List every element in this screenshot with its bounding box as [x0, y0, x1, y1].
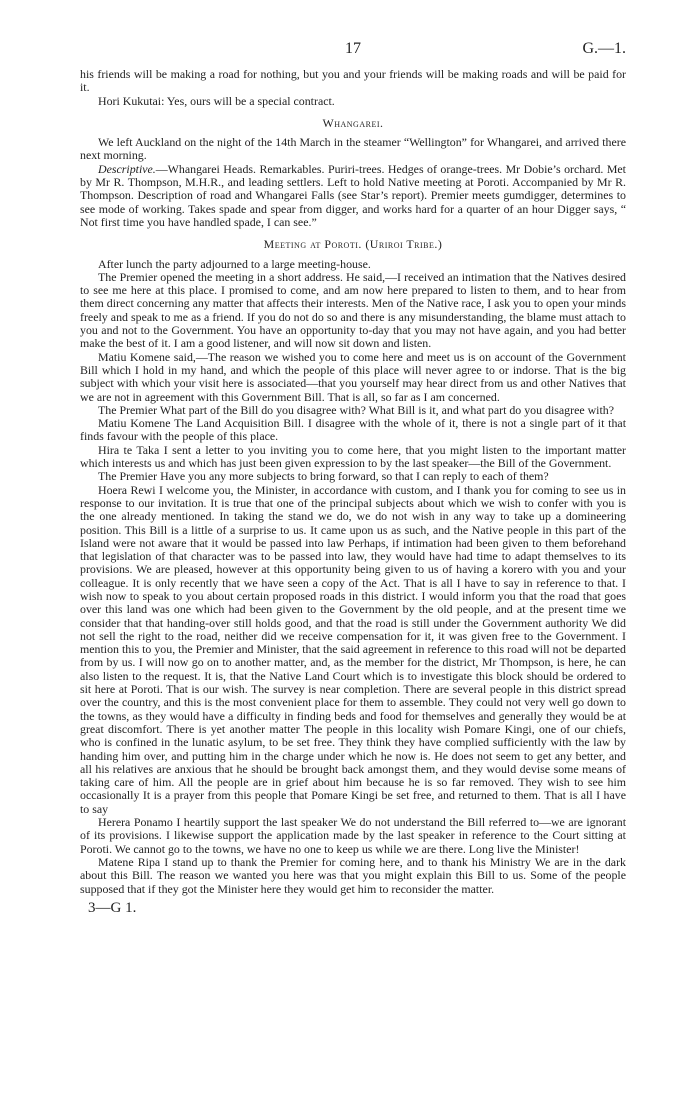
paragraph-text: —Whangarei Heads. Remarkables. Puriri-trees. Hedges of orange-trees. Mr Dobie’s orchard. Met by Mr R. Thompson, M.H.R., and leading settlers. Left to hold Native meeting at Poroti. Accompanied by Mr R. Thompson. Description of road and Whangarei Falls (see Star’s report). Premier meets gumdigger, determines to see mode of working. Takes spade and spear from digger, and works hard for a quarter of an hour Digger says, “ Not first time you have handled spade, I can see.”: [80, 161, 626, 229]
paragraph: The Premier opened the meeting in a short address. He said,—I received an intimation that the Natives desired to see me here at this place. I promised to come, and am now here prepared to listen to them, and to hear from them direct concerning any matter that affects their interests. Men of the Native race, I ask you to open your minds freely and speak to me as a friend. If you do not do so and there is any misunderstanding, the blame must attach to you and not to the Government. You have an opportunity to-day that you may not have again, and you had better make the best of it. I am a good listener, and will now sit down and listen.: [80, 269, 626, 351]
document-reference: G.—1.: [582, 40, 626, 57]
document-page: [80, 40, 626, 917]
italic-lead: Descriptive.: [98, 161, 156, 176]
paragraph: his friends will be making a road for nothing, but you and your friends will be making roads and will be paid for it.: [80, 67, 626, 95]
paragraph: After lunch the party adjourned to a large meeting-house.: [98, 256, 371, 271]
printer-signature: 3—G 1.: [88, 899, 137, 916]
body-text: [80, 68, 626, 896]
paragraph: [80, 163, 626, 229]
paragraph: Hoera Rewi I welcome you, the Minister, in accordance with custom, and I thank you for coming to see us in response to our invitation. It is true that one of the principal subjects about which we wish to confer with you is the one already mentioned. In taking the stand we do, we do not wish in any way to take up a domineering position. This Bill is a little of a surprise to us. It came upon us as such, and the Native people in this part of the Island were not aware that it would be passed into law Perhaps, if intimation had been given to them beforehand that legislation of that character was to be passed into law, they would have had time to adapt themselves to its provisions. We are pleased, however at this opportunity being given to us of having a korero with you and your colleague. It is only recently that we have seen a copy of the Act. That is all I have to say in reference to that. I wish now to speak to you about certain proposed roads in this district. I would inform you that the road that goes over this land was one which had been given to the Government by the old people, and at the present time we consider that that handing-over still holds good, and that the road is still under the Government authority We did not sell the right to the road, neither did we receive compensation for it, it was given free to the Government. I mention this to you, the Premier and Minister, that the said agreement in reference to this road will not be departed from by us. I will now go on to another matter, and, as the member for the district, Mr Thompson, is here, he can also listen to the request. It is, that the Native Land Court which is to investigate this block should be ordered to sit here at Poroti. That is our wish. The survey is near completion. There are several people in this district spread over the country, and this is the most convenient place for them to assemble. They could not very well go down to the towns, as they would have a difficulty in finding beds and food for themselves and generally they would be at great discomfort. There is yet another matter The people in this locality wish Pomare Kingi, one of our chiefs, who is confined in the lunatic asylum, to be set free. They think they have complied sufficiently with the law by handing him over, and putting him in the charge under which he now is. He does not seem to get any better, and all his relatives are anxious that he should be brought back amongst them, and they would devise some means of taking care of him. All the people are in grief about him because he is so far removed. They wish to see him occasionally It is a prayer from this people that Pomare Kingi be set free, and returned to them. That is all I have to say: [80, 482, 626, 816]
section-heading: Whangarei.: [322, 115, 384, 130]
paragraph: Matiu Komene The Land Acquisition Bill. I disagree with the whole of it, there is not a single part of it that finds favour with the people of this place.: [80, 416, 626, 444]
paragraph: The Premier Have you any more subjects to bring forward, so that I can reply to each of them?: [98, 469, 549, 484]
paragraph: Herera Ponamo I heartily support the last speaker We do not understand the Bill referred to—we are ignorant of its provisions. I likewise support the application made by the last speaker in reference to the Court sitting at Poroti. We cannot go to the towns, we have no one to keep us while we are there. Long live the Minister!: [80, 815, 626, 856]
page-number: 17: [345, 40, 361, 57]
paragraph: Hira te Taka I sent a letter to you inviting you to come here, that you might listen to the important matter which interests us and which has just been given expression to by the last speaker—the Bill of the Government.: [80, 442, 626, 471]
paragraph: The Premier What part of the Bill do you disagree with? What Bill is it, and what part do you disagree with?: [98, 402, 615, 417]
section-heading: Meeting at Poroti. (Uriroi Tribe.): [263, 237, 443, 252]
paragraph: Matiu Komene said,—The reason we wished you to come here and meet us is on account of the Government Bill which I hold in my hand, and which the people of this place will never agree to or indorse. That is the big subject with which your visit here is associated—that you yourself may hear direct from us and other Natives that we are not in agreement with this Government Bill. That is all, so far as I am concerned.: [80, 349, 626, 404]
paragraph: Hori Kukutai: Yes, ours will be a special contract.: [98, 93, 335, 108]
paragraph: We left Auckland on the night of the 14th March in the steamer “Wellington” for Whangarei, and arrived there next morning.: [80, 135, 626, 163]
page-header: [80, 40, 626, 68]
paragraph: Matene Ripa I stand up to thank the Premier for coming here, and to thank his Ministry We are in the dark about this Bill. The reason we wanted you here was that you might explain this Bill to us. Some of the people supposed that if they got the Minister here they would get him to reconsider the matter.: [80, 854, 626, 896]
